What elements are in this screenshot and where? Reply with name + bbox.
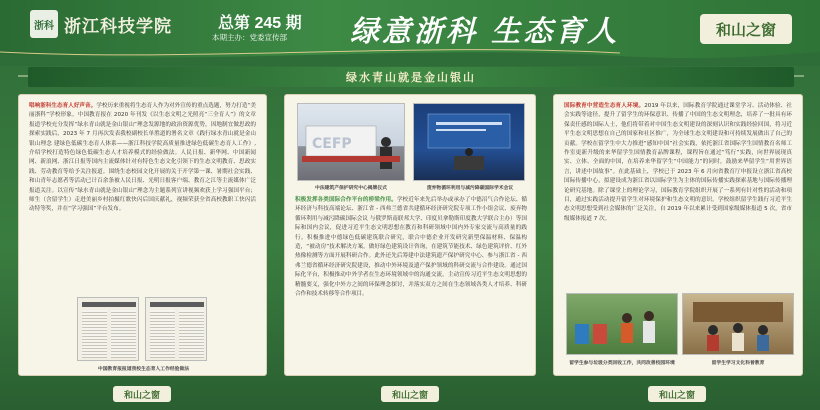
- panel1-lead: 唱响浙科生态育人好声音。: [29, 103, 97, 109]
- panel3-caption-right: 留学生学习文化科普教育: [711, 361, 765, 366]
- header-wave-decoration: [0, 44, 820, 66]
- panel-international-education: [553, 94, 803, 376]
- conference-illustration: [414, 104, 524, 180]
- panel1-caption: 中国教育报报道我校生态育人工作经验做法: [97, 367, 190, 372]
- header: [0, 0, 820, 58]
- garbage-sorting-illustration: [567, 294, 677, 354]
- footer-brand-3: 和山之窗: [648, 386, 706, 402]
- panel1-text: [19, 95, 266, 215]
- newspaper-clipping-right: [145, 297, 207, 361]
- photo-academic-conference: [413, 103, 525, 181]
- photo-unveiling-ceremony: [297, 103, 405, 181]
- svg-text:CEFP: CEFP: [312, 136, 352, 152]
- banner-title: 绿水青山就是金山银山: [346, 71, 476, 84]
- school-seal-icon: 浙科: [30, 10, 58, 38]
- newspaper-clipping-left: [77, 297, 139, 361]
- panel2-body: 学校近年来先后举办或承办了中德沼气合作论坛、循环经济与科技高端论坛、浙江省 - 西弗兰德省共建循环经济研究院专项工作小组会议、废弃物循环利用与减污降碳国际会议 与俄罗斯南联邦大学、印度贝拿勒斯印度教大学联合主办）等国际和国内会议，促进习近平生态文明思想在教育和科研领域中国内外专家交流与高质量的践行。积极推进中德绿色低碳建筑联合研究，联合中德企业开发研究新型保温材料、保温构造，“被动房”技术解决方案，做好绿色建筑设计咨询，在建筑节能技术、绿色建筑评价、红外热像检测等方面开展科研合作。此外还先后筹建中法建筑遗产保护研究中心、参与浙江省 - 西弗兰德省循环经济研究院建设，推动中外环境及遗产保护领域的科研交流与合作建设。通过国际化平台，积极推动中外学者在生态环境领域中的沟通交流，主动宣传习近平生态文明思想的精髓要义，强化中外方之间的环保理念探讨，并落实双方之间在生态领域各类人才培养、科研合作和技术转移等合作项目。: [295, 197, 527, 298]
- panel2-caption-left: 中法建筑产保护研究中心揭牌仪式: [315, 186, 387, 191]
- issue-number: 总第 245 期: [218, 15, 302, 32]
- panel2-caption-right: 废弃物循环利用与减污降碳国际学术会议: [426, 186, 514, 191]
- panel1-body: 学校历来重视将生态育人作为对外宣传的重点选题，努力打造“美丽浙科”学校形象。中国教育报在 2020 年刊发《以生态文明之光照亮“三全育人”》的文章报道学校充分发挥“绿水青山就是金山银山”理念发源地的政治资源优势，因地制宜做思政的探索实践后，2023 年 7 月再次发表我校副校长单胜道的署名文章《践行绿水青山就是金山银山理念 建绿色低碳生态育人体系——浙江科技学院高质量推进绿色低碳生态育人工作》,介绍学校打造特色绿色低碳生态人才培养模式的经验做法。人民日报、新华网、中国新闻网、新浪网、浙江日报等国内主流媒体针对有特色生态文化引领下的生态文明教育、思政实践、劳动教育等给予关注报道。围绕生态校园文化开展的关于开学第一课、暑期社会实践、和山青年志愿者等活动已计百余条被人民日报、光明日报客户端、教育之江等主流媒体广泛报道关注。以宣传“绿水青山就是金山银山”理念为主题系列宣讲视频欢获上学习强国平台；师生（含留学生）走进美丽乡村拍摄红歌快闪后国庆献礼，视频荣获全省高校教职工快闪活动特等奖，并在“学习强国”平台发布。: [29, 103, 256, 213]
- panel-international-platforms: [284, 94, 536, 376]
- photo-culture-education: [682, 293, 794, 355]
- photo-garbage-sorting: [566, 293, 678, 355]
- ceremony-illustration: [298, 104, 404, 180]
- footer-brand-1: 和山之窗: [113, 386, 171, 402]
- masthead-logo: [30, 10, 190, 38]
- panel-media-coverage: [18, 94, 267, 376]
- section-banner: [28, 67, 794, 87]
- panel2-lead: 积极发挥各类国际合作平台的桥梁作用。: [295, 197, 397, 203]
- masthead-title: 浙江科技学院: [64, 16, 172, 37]
- panel3-lead: 国际教育中营造生态育人环境。: [564, 103, 645, 109]
- page-headline: 绿意浙科 生态育人: [350, 14, 620, 48]
- panel3-caption-left: 留学生参与垃圾分类回收工作，共同改善校园环境: [569, 361, 675, 366]
- panel3-text: [554, 95, 802, 224]
- panel3-body: 2019 年以来，国际教育学院通过课堂学习、活动体验、社会实践等途径，提升了留学生的环保意识、传播了中国的生态文明理念，培养了一批具有环保责任感的国际人士，他们将带着对中国生态文明建设的深刻认识和实践经验回国，将习近平生态文明思想在自己的国家和社区推广，为全球生态文明建设和可持续发展做出了自己的贡献。学校在留学生中大力推进“感知中国”社会实践，依托浙江省国际学生国情教育名师工作室更新升级的来华留学生国情教育品牌课程，课程旨在通过“笃行”实践，向世界展现真实、立体、全面的中国，在培养来华留学生“中国能力”的同时，鼓励来华留学生“用世界语言，讲述中国故事”。在此基础上，学校已于 2023 年 6 月向省教育厅申报设立浙江省高校国际传播中心，拟建设成为浙江省以国际学生为主体的国际传播实践探索基地与国际传播理论研究基地。除了课堂上的理论学习，国际教育学院组织开展了一系列有针对性的活动和项目，通过实践活动提升留学生对环境保护和生态文明的意识。学校组织留学生践行习近平生态文明思想受到社会媒体的广泛关注，自 2019 年以来累计受到国家级媒体报道 5 次，省市级媒体报道 7 次。: [564, 103, 792, 222]
- footer-brand-2: 和山之窗: [381, 386, 439, 402]
- brand-logo-top: 和山之窗: [700, 14, 792, 44]
- panel2-text: [285, 196, 536, 299]
- culture-education-illustration: [683, 294, 793, 354]
- editor-line: 本期主办：党委宣传部: [212, 33, 287, 42]
